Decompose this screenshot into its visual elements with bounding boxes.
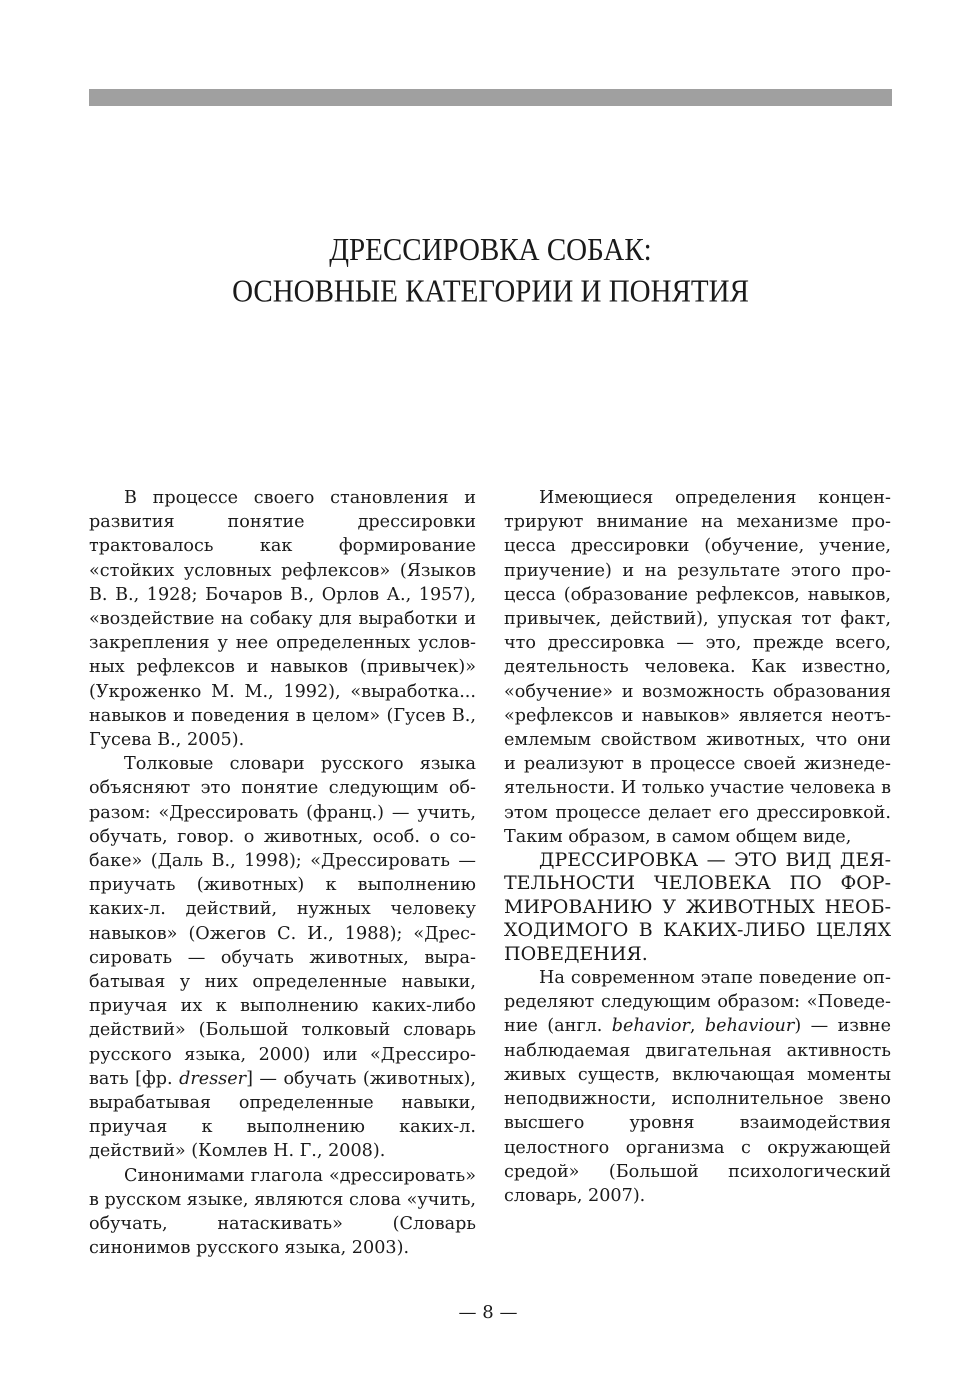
right-paragraph-2-part-1: На современном этапе поведение определяют следующим образом: «Поведение (англ. [504,968,891,1037]
left-paragraph-1: В процессе своего становления и развития понятие дрессировки трактовалось как формирование «стойких условных рефлексов» (Языков В. В., 1928; Бочаров В., Орлов А., 1957), «воздействие на собаку для выработки и закрепления у нее определенных условных рефлексов и навыков (привычек)» (Укроженко М. М., 1992), «выработка... навыков и поведения в целом» (Гусев В., Гусева В., 2005). [89,488,476,751]
right-paragraph-1: Имеющиеся определения концентрируют внимание на механизме процесса дрессировки (обучение, учение, приучение) и на результате этого процесса (образование рефлексов, навыков, привычек, действий), упуская тот факт, что дрессировка — это, прежде всего, деятельность человека. Как известно, «обучение» и возможность образования «рефлексов и навыков» является неотъемлемым свойством животных, что они и реализуют в процессе своей жизнедеятельности. И только участие человека в этом процессе делает его дрессировкой. Таким образом, в самом общем виде, [504,488,891,847]
chapter-title [89,230,892,312]
left-paragraph-2-part-2: ] — обучать (животных), вырабатывая определенные навыки, приучая к выполнению каких-л. действий» (Комлев Н. Г., 2008). [89,1068,476,1162]
left-paragraph-2-part-1: Толковые словари русского языка объясняют это понятие следующим образом: «Дрессировать (франц.) — учить, обучать, говор. о животных, особ. о собаке» (Даль В., 1998); «Дрессировать — приучать (животных) к выполнению каких-л. действий, нужных человеку навыков» (Ожегов С. И., 1988); «Дрессировать — обучать животных, вырабатывая у них определенные навыки, приучая их к выполнению каких-либо действий» (Большой толковый словарь русского языка, 2000) или «Дрессировать [фр. [89,754,476,1089]
term-separator: , [689,1016,705,1037]
left-paragraph-3: Синонимами глагола «дрессировать» в русском языке, являются слова «учить, обучать, натаскивать» (Словарь синонимов русского языка, 2003). [89,1165,476,1259]
right-paragraph-2 [504,966,891,1208]
page-number: — 8 — [458,1302,518,1323]
left-column [89,486,476,1261]
chapter-title-line-1: ДРЕССИРОВКА СОБАК: [329,233,652,268]
definition-statement: ДРЕССИРОВКА — ЭТО ВИД ДЕЯТЕЛЬНОСТИ ЧЕЛОВЕКА ПО ФОРМИРОВАНИЮ У ЖИВОТНЫХ НЕОБХОДИМОГО В КАКИХ-ЛИБО ЦЕЛЯХ ПОВЕДЕНИЯ. [504,849,891,965]
chapter-title-line-2: ОСНОВНЫЕ КАТЕГОРИИ И ПОНЯТИЯ [232,274,749,309]
term-behavior: behavior [611,1016,690,1037]
left-paragraph-2 [89,752,476,1163]
term-behaviour: behaviour [704,1016,795,1037]
term-dresser: dresser [179,1068,247,1089]
top-decorative-bar [89,89,892,106]
right-column [504,486,891,1208]
right-paragraph-2-part-2: ) — извне наблюдаемая двигательная активность живых существ, включающая моменты неподвижности, исполнительное звено высшего уровня взаимодействия целостного организма с окружающей средой» (Большой психологический словарь, 2007). [504,1016,891,1206]
